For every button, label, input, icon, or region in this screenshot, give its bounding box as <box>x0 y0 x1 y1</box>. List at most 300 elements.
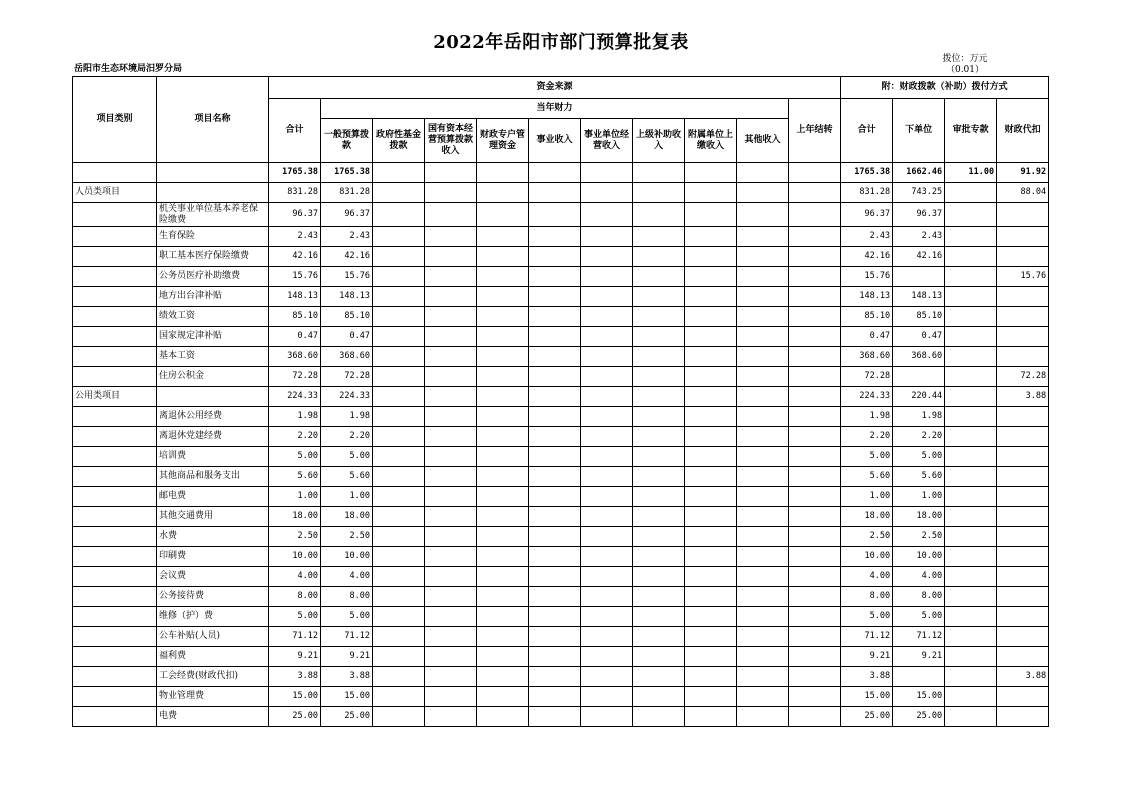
cell-state-capital <box>425 447 477 467</box>
cell-general: 25.00 <box>321 707 373 727</box>
cell-approval <box>945 267 997 287</box>
cell-affiliated <box>685 547 737 567</box>
cell-item-name: 离退休公用经费 <box>157 407 269 427</box>
cell-other <box>737 327 789 347</box>
cell-lower-unit: 9.21 <box>893 647 945 667</box>
header-general: 一般预算拨款 <box>321 119 373 163</box>
cell-category <box>73 247 157 267</box>
cell-carryover <box>789 507 841 527</box>
cell-att-total: 9.21 <box>841 647 893 667</box>
cell-special-account <box>477 347 529 367</box>
cell-lower-unit <box>893 367 945 387</box>
cell-state-capital <box>425 387 477 407</box>
cell-general: 1.98 <box>321 407 373 427</box>
cell-gov-fund <box>373 487 425 507</box>
cell-business-income <box>529 687 581 707</box>
cell-fiscal-withhold <box>997 587 1049 607</box>
cell-gov-fund <box>373 307 425 327</box>
cell-approval <box>945 447 997 467</box>
cell-general: 1.00 <box>321 487 373 507</box>
cell-gov-fund <box>373 587 425 607</box>
cell-affiliated <box>685 367 737 387</box>
cell-state-capital <box>425 507 477 527</box>
cell-special-account <box>477 607 529 627</box>
cell-item-name: 印刷费 <box>157 547 269 567</box>
cell-total: 148.13 <box>269 287 321 307</box>
cell-other <box>737 163 789 183</box>
cell-other <box>737 183 789 203</box>
cell-fiscal-withhold <box>997 203 1049 227</box>
cell-category <box>73 227 157 247</box>
cell-general: 96.37 <box>321 203 373 227</box>
cell-unit-operating <box>581 427 633 447</box>
cell-category <box>73 647 157 667</box>
cell-superior-subsidy <box>633 487 685 507</box>
cell-total: 9.21 <box>269 647 321 667</box>
cell-special-account <box>477 447 529 467</box>
cell-fiscal-withhold <box>997 447 1049 467</box>
cell-lower-unit: 148.13 <box>893 287 945 307</box>
cell-carryover <box>789 627 841 647</box>
header-approval: 审批专款 <box>945 99 997 163</box>
cell-total: 1765.38 <box>269 163 321 183</box>
cell-other <box>737 427 789 447</box>
cell-general: 10.00 <box>321 547 373 567</box>
cell-unit-operating <box>581 227 633 247</box>
header-business-income: 事业收入 <box>529 119 581 163</box>
cell-approval <box>945 347 997 367</box>
header-gov-fund: 政府性基金拨款 <box>373 119 425 163</box>
cell-gov-fund <box>373 427 425 447</box>
cell-att-total: 71.12 <box>841 627 893 647</box>
cell-affiliated <box>685 587 737 607</box>
cell-fiscal-withhold <box>997 507 1049 527</box>
cell-gov-fund <box>373 287 425 307</box>
cell-gov-fund <box>373 267 425 287</box>
cell-att-total: 10.00 <box>841 547 893 567</box>
cell-carryover <box>789 407 841 427</box>
cell-lower-unit: 5.00 <box>893 447 945 467</box>
cell-lower-unit: 15.00 <box>893 687 945 707</box>
cell-affiliated <box>685 427 737 447</box>
cell-business-income <box>529 307 581 327</box>
cell-fiscal-withhold: 15.76 <box>997 267 1049 287</box>
cell-lower-unit: 220.44 <box>893 387 945 407</box>
cell-category: 人员类项目 <box>73 183 157 203</box>
unit-label <box>930 54 1000 76</box>
cell-unit-operating <box>581 203 633 227</box>
cell-affiliated <box>685 163 737 183</box>
cell-state-capital <box>425 487 477 507</box>
cell-business-income <box>529 647 581 667</box>
cell-other <box>737 587 789 607</box>
cell-affiliated <box>685 407 737 427</box>
cell-unit-operating <box>581 547 633 567</box>
cell-general: 42.16 <box>321 247 373 267</box>
cell-state-capital <box>425 527 477 547</box>
cell-carryover <box>789 247 841 267</box>
cell-state-capital <box>425 287 477 307</box>
cell-category <box>73 427 157 447</box>
cell-state-capital <box>425 667 477 687</box>
cell-affiliated <box>685 667 737 687</box>
cell-lower-unit: 0.47 <box>893 327 945 347</box>
cell-item-name: 生育保险 <box>157 227 269 247</box>
table-row <box>73 427 1049 447</box>
cell-unit-operating <box>581 447 633 467</box>
cell-affiliated <box>685 307 737 327</box>
cell-affiliated <box>685 227 737 247</box>
cell-gov-fund <box>373 387 425 407</box>
cell-total: 3.88 <box>269 667 321 687</box>
cell-state-capital <box>425 307 477 327</box>
cell-business-income <box>529 427 581 447</box>
cell-business-income <box>529 183 581 203</box>
cell-total: 5.60 <box>269 467 321 487</box>
cell-general: 2.43 <box>321 227 373 247</box>
cell-other <box>737 227 789 247</box>
cell-special-account <box>477 163 529 183</box>
cell-total: 2.20 <box>269 427 321 447</box>
table-row <box>73 487 1049 507</box>
cell-superior-subsidy <box>633 627 685 647</box>
cell-superior-subsidy <box>633 267 685 287</box>
cell-att-total: 72.28 <box>841 367 893 387</box>
cell-approval: 11.00 <box>945 163 997 183</box>
cell-business-income <box>529 267 581 287</box>
cell-superior-subsidy <box>633 203 685 227</box>
cell-approval <box>945 203 997 227</box>
cell-total: 15.00 <box>269 687 321 707</box>
cell-lower-unit: 85.10 <box>893 307 945 327</box>
cell-att-total: 3.88 <box>841 667 893 687</box>
table-row <box>73 307 1049 327</box>
cell-fiscal-withhold: 3.88 <box>997 667 1049 687</box>
cell-business-income <box>529 347 581 367</box>
table-row <box>73 627 1049 647</box>
cell-carryover <box>789 547 841 567</box>
cell-gov-fund <box>373 707 425 727</box>
cell-special-account <box>477 203 529 227</box>
cell-business-income <box>529 247 581 267</box>
cell-general: 368.60 <box>321 347 373 367</box>
cell-other <box>737 347 789 367</box>
cell-superior-subsidy <box>633 367 685 387</box>
table-row <box>73 367 1049 387</box>
cell-special-account <box>477 667 529 687</box>
cell-fiscal-withhold <box>997 407 1049 427</box>
cell-gov-fund <box>373 327 425 347</box>
cell-unit-operating <box>581 407 633 427</box>
cell-att-total: 831.28 <box>841 183 893 203</box>
cell-affiliated <box>685 287 737 307</box>
header-fiscal-withhold: 财政代扣 <box>997 99 1049 163</box>
cell-other <box>737 547 789 567</box>
cell-carryover <box>789 203 841 227</box>
cell-special-account <box>477 227 529 247</box>
cell-fiscal-withhold <box>997 607 1049 627</box>
cell-superior-subsidy <box>633 667 685 687</box>
cell-att-total: 2.43 <box>841 227 893 247</box>
cell-total: 0.47 <box>269 327 321 347</box>
cell-business-income <box>529 707 581 727</box>
cell-special-account <box>477 467 529 487</box>
cell-state-capital <box>425 567 477 587</box>
cell-carryover <box>789 447 841 467</box>
cell-unit-operating <box>581 607 633 627</box>
cell-category <box>73 567 157 587</box>
cell-state-capital <box>425 427 477 447</box>
cell-superior-subsidy <box>633 247 685 267</box>
cell-category <box>73 307 157 327</box>
cell-carryover <box>789 647 841 667</box>
cell-fiscal-withhold <box>997 467 1049 487</box>
cell-item-name: 国家规定津补贴 <box>157 327 269 347</box>
cell-carryover <box>789 183 841 203</box>
cell-att-total: 4.00 <box>841 567 893 587</box>
cell-other <box>737 447 789 467</box>
cell-gov-fund <box>373 527 425 547</box>
cell-approval <box>945 527 997 547</box>
table-row <box>73 267 1049 287</box>
cell-att-total: 1.00 <box>841 487 893 507</box>
cell-affiliated <box>685 567 737 587</box>
cell-att-total: 148.13 <box>841 287 893 307</box>
cell-special-account <box>477 387 529 407</box>
cell-affiliated <box>685 387 737 407</box>
cell-item-name: 职工基本医疗保险缴费 <box>157 247 269 267</box>
cell-lower-unit: 4.00 <box>893 567 945 587</box>
header-lower-unit: 下单位 <box>893 99 945 163</box>
cell-unit-operating <box>581 307 633 327</box>
cell-lower-unit: 71.12 <box>893 627 945 647</box>
cell-category <box>73 327 157 347</box>
cell-gov-fund <box>373 507 425 527</box>
cell-special-account <box>477 687 529 707</box>
cell-business-income <box>529 527 581 547</box>
cell-state-capital <box>425 627 477 647</box>
cell-superior-subsidy <box>633 687 685 707</box>
cell-att-total: 224.33 <box>841 387 893 407</box>
header-unit-operating: 事业单位经营收入 <box>581 119 633 163</box>
cell-category <box>73 587 157 607</box>
cell-carryover <box>789 287 841 307</box>
cell-special-account <box>477 627 529 647</box>
cell-approval <box>945 707 997 727</box>
cell-general: 4.00 <box>321 567 373 587</box>
cell-other <box>737 287 789 307</box>
cell-superior-subsidy <box>633 407 685 427</box>
cell-approval <box>945 427 997 447</box>
cell-carryover <box>789 567 841 587</box>
cell-other <box>737 667 789 687</box>
cell-fiscal-withhold: 72.28 <box>997 367 1049 387</box>
cell-state-capital <box>425 347 477 367</box>
cell-item-name: 公车补贴(人员) <box>157 627 269 647</box>
cell-category <box>73 267 157 287</box>
cell-affiliated <box>685 247 737 267</box>
cell-business-income <box>529 547 581 567</box>
cell-special-account <box>477 427 529 447</box>
cell-carryover <box>789 387 841 407</box>
cell-unit-operating <box>581 347 633 367</box>
cell-att-total: 8.00 <box>841 587 893 607</box>
cell-unit-operating <box>581 627 633 647</box>
cell-gov-fund <box>373 367 425 387</box>
cell-lower-unit: 743.25 <box>893 183 945 203</box>
cell-general: 18.00 <box>321 507 373 527</box>
cell-total: 10.00 <box>269 547 321 567</box>
cell-item-name: 邮电费 <box>157 487 269 507</box>
cell-unit-operating <box>581 467 633 487</box>
cell-unit-operating <box>581 367 633 387</box>
cell-affiliated <box>685 627 737 647</box>
cell-approval <box>945 687 997 707</box>
cell-general: 2.20 <box>321 427 373 447</box>
cell-other <box>737 507 789 527</box>
table-row <box>73 547 1049 567</box>
cell-gov-fund <box>373 647 425 667</box>
cell-carryover <box>789 687 841 707</box>
cell-state-capital <box>425 367 477 387</box>
cell-lower-unit: 5.00 <box>893 607 945 627</box>
cell-special-account <box>477 527 529 547</box>
cell-lower-unit: 5.60 <box>893 467 945 487</box>
cell-business-income <box>529 367 581 387</box>
cell-superior-subsidy <box>633 327 685 347</box>
cell-affiliated <box>685 527 737 547</box>
cell-lower-unit: 18.00 <box>893 507 945 527</box>
cell-approval <box>945 627 997 647</box>
cell-att-total: 42.16 <box>841 247 893 267</box>
cell-general: 8.00 <box>321 587 373 607</box>
cell-item-name: 其他商品和服务支出 <box>157 467 269 487</box>
cell-total: 42.16 <box>269 247 321 267</box>
cell-carryover <box>789 527 841 547</box>
cell-unit-operating <box>581 687 633 707</box>
cell-affiliated <box>685 327 737 347</box>
cell-lower-unit <box>893 667 945 687</box>
cell-unit-operating <box>581 183 633 203</box>
cell-lower-unit: 10.00 <box>893 547 945 567</box>
cell-superior-subsidy <box>633 547 685 567</box>
cell-general: 1765.38 <box>321 163 373 183</box>
header-other: 其他收入 <box>737 119 789 163</box>
cell-category <box>73 347 157 367</box>
cell-affiliated <box>685 707 737 727</box>
cell-total: 2.50 <box>269 527 321 547</box>
cell-unit-operating <box>581 247 633 267</box>
cell-superior-subsidy <box>633 647 685 667</box>
cell-gov-fund <box>373 247 425 267</box>
cell-total: 72.28 <box>269 367 321 387</box>
cell-gov-fund <box>373 203 425 227</box>
cell-item-name: 地方出台津补贴 <box>157 287 269 307</box>
table-row <box>73 227 1049 247</box>
cell-approval <box>945 247 997 267</box>
cell-fiscal-withhold <box>997 287 1049 307</box>
cell-business-income <box>529 387 581 407</box>
cell-fiscal-withhold <box>997 347 1049 367</box>
cell-superior-subsidy <box>633 447 685 467</box>
cell-superior-subsidy <box>633 287 685 307</box>
cell-carryover <box>789 307 841 327</box>
cell-category <box>73 507 157 527</box>
cell-item-name: 维修（护）费 <box>157 607 269 627</box>
cell-fiscal-withhold <box>997 427 1049 447</box>
cell-superior-subsidy <box>633 427 685 447</box>
cell-business-income <box>529 467 581 487</box>
cell-affiliated <box>685 267 737 287</box>
table-row <box>73 467 1049 487</box>
cell-lower-unit: 8.00 <box>893 587 945 607</box>
cell-affiliated <box>685 467 737 487</box>
cell-gov-fund <box>373 467 425 487</box>
cell-fiscal-withhold <box>997 527 1049 547</box>
cell-special-account <box>477 183 529 203</box>
cell-special-account <box>477 507 529 527</box>
table-row <box>73 287 1049 307</box>
cell-approval <box>945 507 997 527</box>
header-carryover: 上年结转 <box>789 99 841 163</box>
cell-fiscal-withhold <box>997 707 1049 727</box>
cell-state-capital <box>425 247 477 267</box>
table-row <box>73 387 1049 407</box>
cell-fiscal-withhold <box>997 647 1049 667</box>
cell-total: 831.28 <box>269 183 321 203</box>
cell-lower-unit: 2.43 <box>893 227 945 247</box>
cell-item-name: 公务员医疗补助缴费 <box>157 267 269 287</box>
table-row <box>73 607 1049 627</box>
cell-other <box>737 203 789 227</box>
cell-category <box>73 627 157 647</box>
header-funding-source: 资金来源 <box>269 77 841 99</box>
cell-business-income <box>529 627 581 647</box>
cell-special-account <box>477 247 529 267</box>
cell-fiscal-withhold: 88.04 <box>997 183 1049 203</box>
cell-att-total: 1765.38 <box>841 163 893 183</box>
cell-att-total: 15.00 <box>841 687 893 707</box>
cell-lower-unit: 25.00 <box>893 707 945 727</box>
header-total: 合计 <box>269 99 321 163</box>
cell-item-name <box>157 183 269 203</box>
cell-business-income <box>529 507 581 527</box>
cell-item-name: 培训费 <box>157 447 269 467</box>
cell-approval <box>945 183 997 203</box>
cell-fiscal-withhold <box>997 627 1049 647</box>
cell-superior-subsidy <box>633 183 685 203</box>
cell-other <box>737 607 789 627</box>
cell-superior-subsidy <box>633 507 685 527</box>
cell-special-account <box>477 547 529 567</box>
cell-lower-unit: 96.37 <box>893 203 945 227</box>
table-row <box>73 507 1049 527</box>
cell-carryover <box>789 467 841 487</box>
cell-affiliated <box>685 487 737 507</box>
cell-superior-subsidy <box>633 387 685 407</box>
budget-table <box>72 76 1049 727</box>
cell-total: 1.98 <box>269 407 321 427</box>
cell-state-capital <box>425 707 477 727</box>
cell-approval <box>945 307 997 327</box>
cell-item-name: 离退休党建经费 <box>157 427 269 447</box>
cell-category <box>73 707 157 727</box>
cell-item-name <box>157 387 269 407</box>
cell-fiscal-withhold <box>997 687 1049 707</box>
cell-category <box>73 467 157 487</box>
page-title: 2022年岳阳市部门预算批复表 <box>433 32 689 53</box>
cell-carryover <box>789 587 841 607</box>
